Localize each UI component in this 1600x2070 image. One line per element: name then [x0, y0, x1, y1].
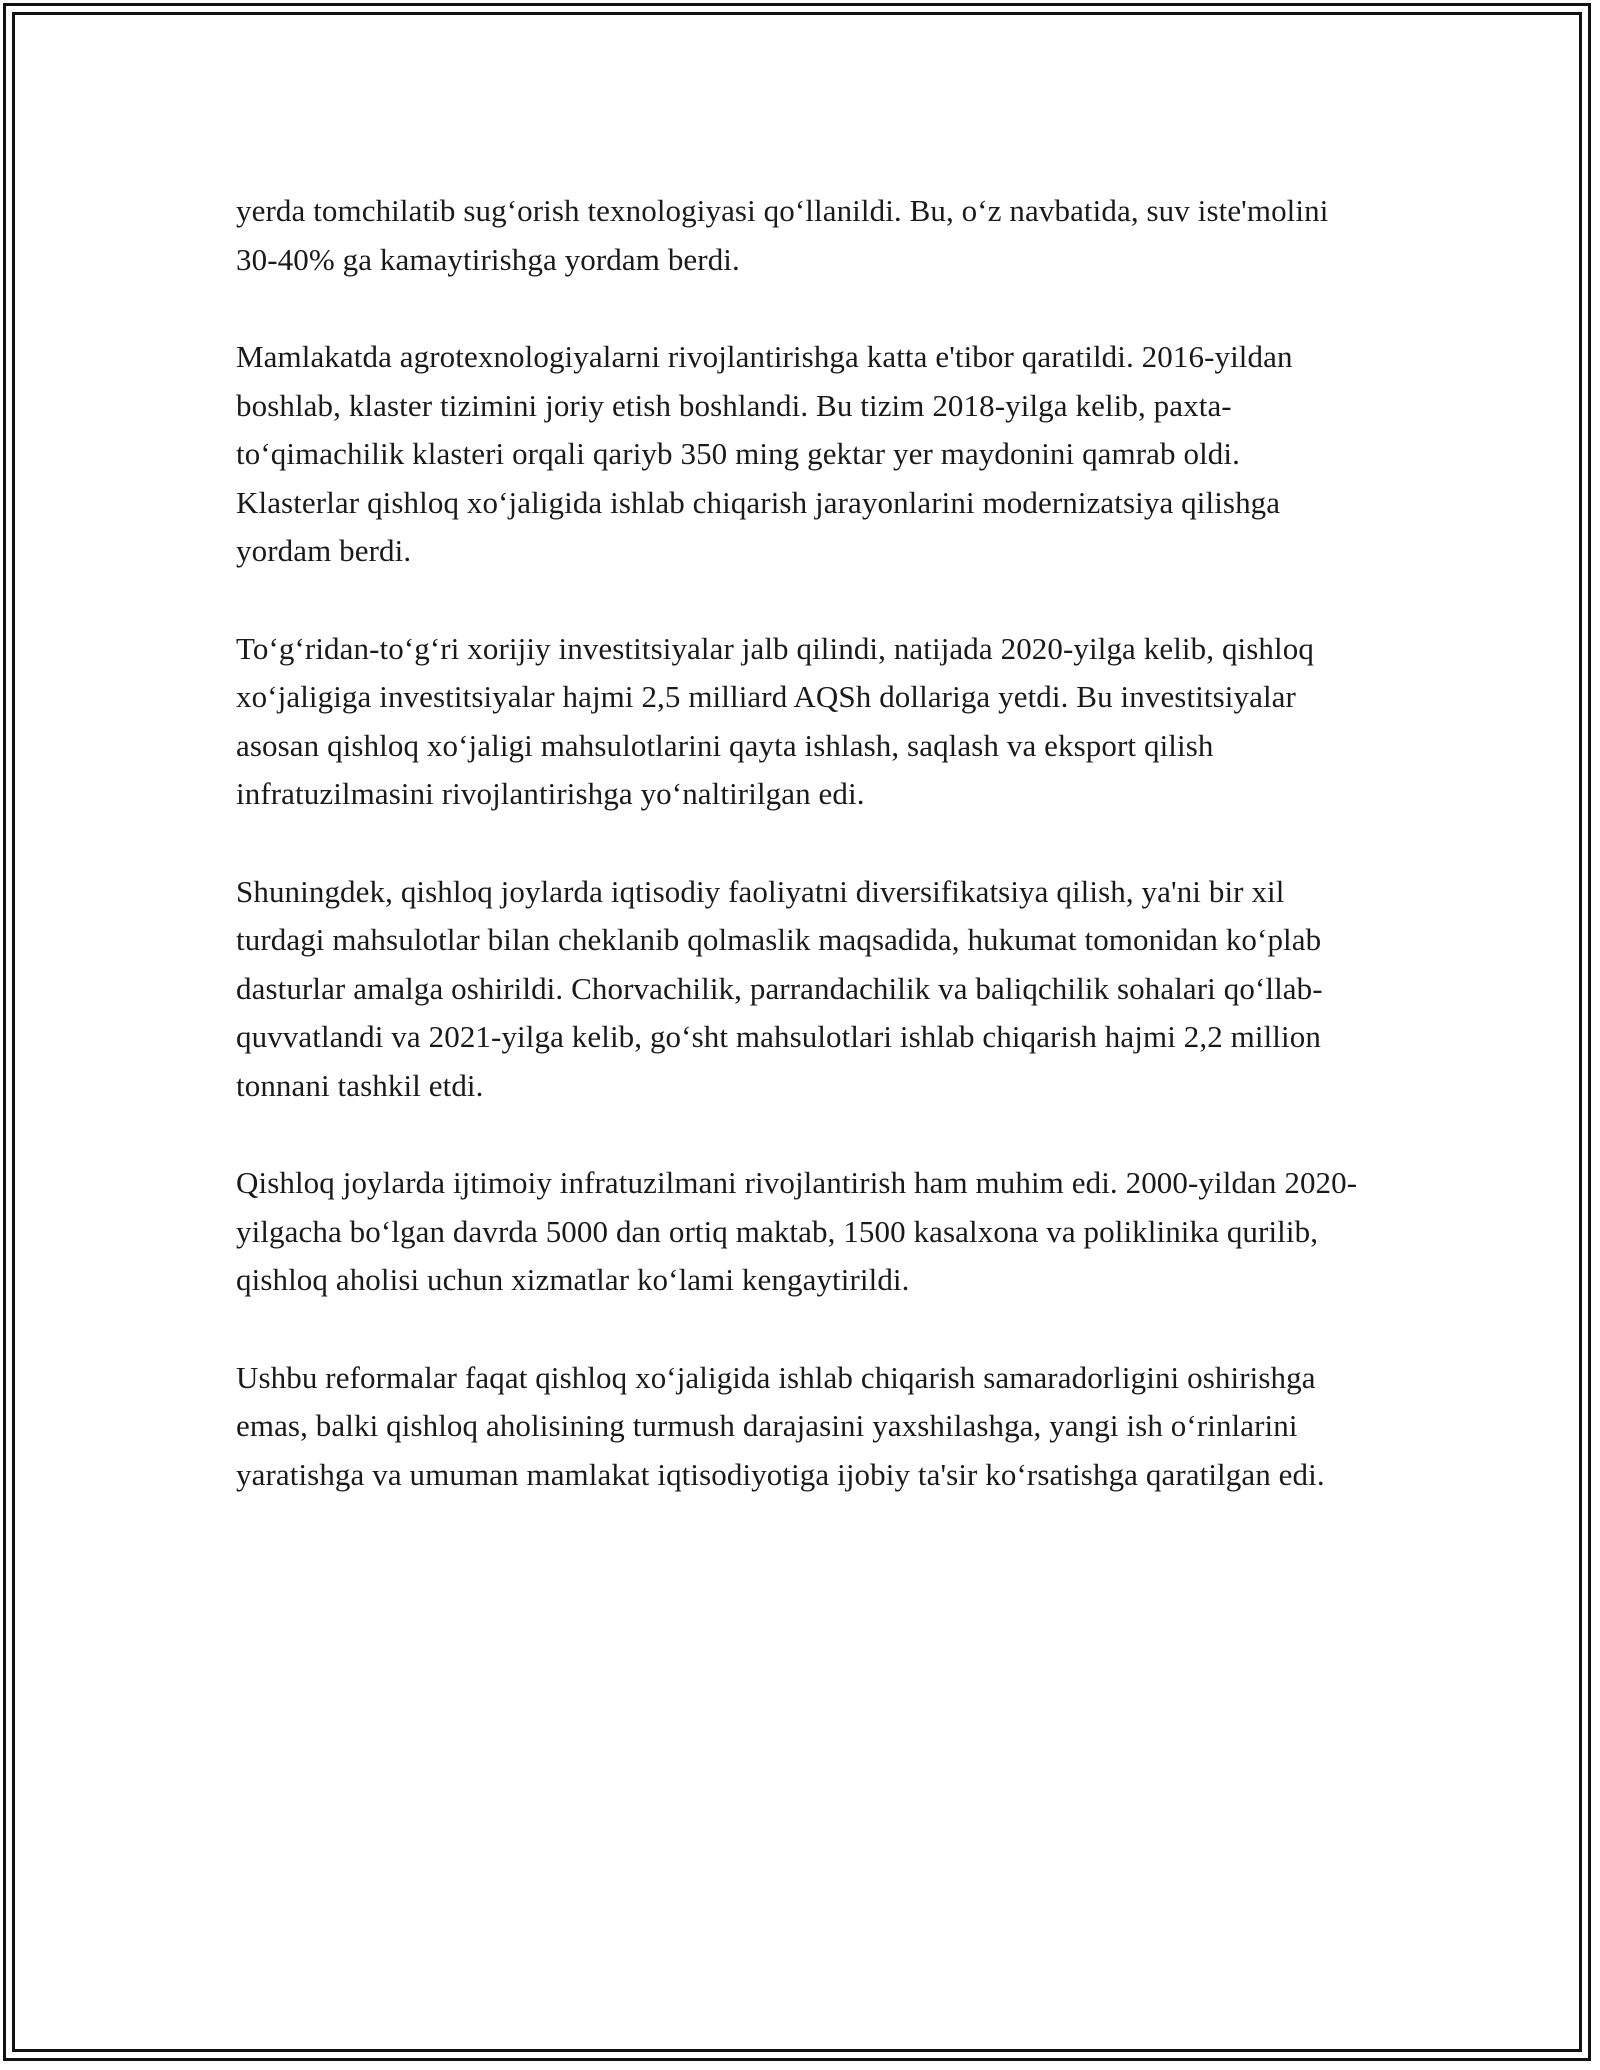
paragraph-agrotechnology: Mamlakatda agrotexnologiyalarni rivojlantirishga katta e'tibor qaratildi. 2016-yildan boshlab, klaster tizimini joriy etish boshlandi. Bu tizim 2018-yilga kelib, paxta-to‘qimachilik klasteri orqali qariyb 350 ming gektar yer maydonini qamrab oldi. Klasterlar qishloq xo‘jaligida ishlab chiqarish jarayonlarini modernizatsiya qilishga yordam berdi. — [236, 339, 1293, 568]
paragraph-conclusion: Ushbu reformalar faqat qishloq xo‘jaligida ishlab chiqarish samaradorligini oshirishga emas, balki qishloq aholisining turmush darajasini yaxshilashga, yangi ish o‘rinlarini yaratishga va umuman mamlakat iqtisodiyotiga ijobiy ta'sir ko‘rsatishga qaratilgan edi. — [236, 1359, 1325, 1492]
paragraph-social-infrastructure: Qishloq joylarda ijtimoiy infratuzilmani rivojlantirish ham muhim edi. 2000-yildan 2020-yilgacha bo‘lgan davrda 5000 dan ortiq maktab, 1500 kasalxona va poliklinika qurilib, qishloq aholisi uchun xizmatlar ko‘lami kengaytirildi. — [236, 1165, 1358, 1297]
paragraph-irrigation: yerda tomchilatib sug‘orish texnologiyasi qo‘llanildi. Bu, o‘z navbatida, suv iste'molini 30-40% ga kamaytirishga yordam berdi. — [236, 193, 1329, 277]
paragraph-investments: To‘g‘ridan-to‘g‘ri xorijiy investitsiyalar jalb qilindi, natijada 2020-yilga kelib, qishloq xo‘jaligiga investitsiyalar hajmi 2,5 milliard AQSh dollariga yetdi. Bu investitsiyalar asosan qishloq xo‘jaligi mahsulotlarini qayta ishlash, saqlash va eksport qilish infratuzilmasini rivojlantirishga yo‘naltirilgan edi. — [236, 630, 1314, 811]
paragraph-diversification: Shuningdek, qishloq joylarda iqtisodiy faoliyatni diversifikatsiya qilish, ya'ni bir xil turdagi mahsulotlar bilan cheklanib qolmaslik maqsadida, hukumat tomonidan ko‘plab dasturlar amalga oshirildi. Chorvachilik, parrandachilik va baliqchilik sohalari qo‘llab-quvvatlandi va 2021-yilga kelib, go‘sht mahsulotlari ishlab chiqarish hajmi 2,2 million tonnani tashkil etdi. — [236, 873, 1323, 1103]
document-body — [236, 187, 1366, 1499]
